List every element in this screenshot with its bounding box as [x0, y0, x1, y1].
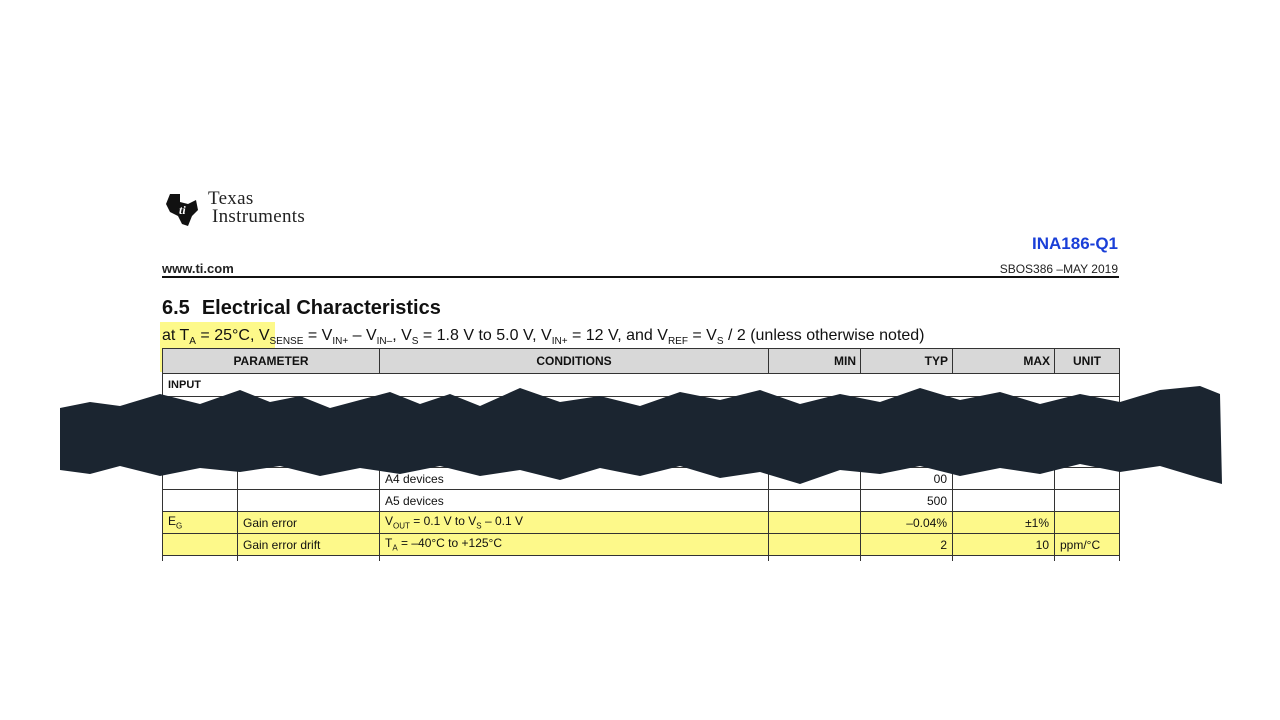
table-header-row: [163, 349, 1120, 374]
part-number-link[interactable]: INA186-Q1: [1032, 234, 1118, 253]
cell-max: 10: [953, 534, 1055, 556]
cell-parameter: Gain error: [238, 512, 380, 534]
section-number: 6.5: [162, 297, 190, 319]
cell-unit: ppm/°C: [1055, 534, 1120, 556]
table-row: [163, 512, 1120, 534]
svg-text:ti: ti: [179, 203, 186, 217]
section-name: Electrical Characteristics: [201, 297, 441, 319]
table-row: [163, 534, 1120, 556]
document-id: SBOS386 –MAY 2019: [999, 262, 1118, 276]
cell-conditions: $T_A = -40^\circ C$ to +125°C: [380, 534, 769, 556]
torn-redaction-band: [0, 380, 1280, 490]
cell-symbol: $E_G$: [163, 512, 238, 534]
page-crop-mask: [0, 561, 1280, 720]
header-max: MAX: [953, 349, 1055, 374]
cell-conditions: A5 devices: [380, 490, 769, 512]
cell-conditions: A4 devices: [380, 468, 769, 490]
cell-typ: 2: [861, 534, 953, 556]
ti-logo: [162, 190, 305, 230]
header-parameter: PARAMETER: [163, 349, 380, 374]
header-rule: [162, 276, 1119, 278]
header-typ: TYP: [861, 349, 953, 374]
section-title: [162, 297, 441, 320]
cell-typ: 00: [861, 468, 953, 490]
cell-parameter: Gain error drift: [238, 534, 380, 556]
company-name-line2: Instruments: [212, 206, 306, 227]
cell-typ: –0.04%: [861, 512, 953, 534]
header-unit: UNIT: [1055, 349, 1120, 374]
cell-typ: 500: [861, 490, 953, 512]
cell-conditions: $V_{OUT} = 0.1$ V to $V_S - 0.1$ V: [380, 512, 769, 534]
group-label: INPUT: [163, 374, 1120, 397]
test-conditions: at $T_A = 25^\circ C$, $V_{SENSE} = V_{IN+} - V_{IN-}$, $V_S = 1.8$ V to 5.0 V, $V_{IN+} = 12$ V, and $V_{REF} = V_S / 2$ (unless otherwise noted): [162, 327, 925, 348]
cell-max: ±1%: [953, 512, 1055, 534]
website-link[interactable]: www.ti.com: [162, 261, 234, 276]
header-min: MIN: [769, 349, 861, 374]
header-conditions: CONDITIONS: [380, 349, 769, 374]
table-row: [163, 490, 1120, 512]
company-name-line1: Texas: [208, 188, 254, 209]
texas-state-icon: [162, 190, 202, 230]
